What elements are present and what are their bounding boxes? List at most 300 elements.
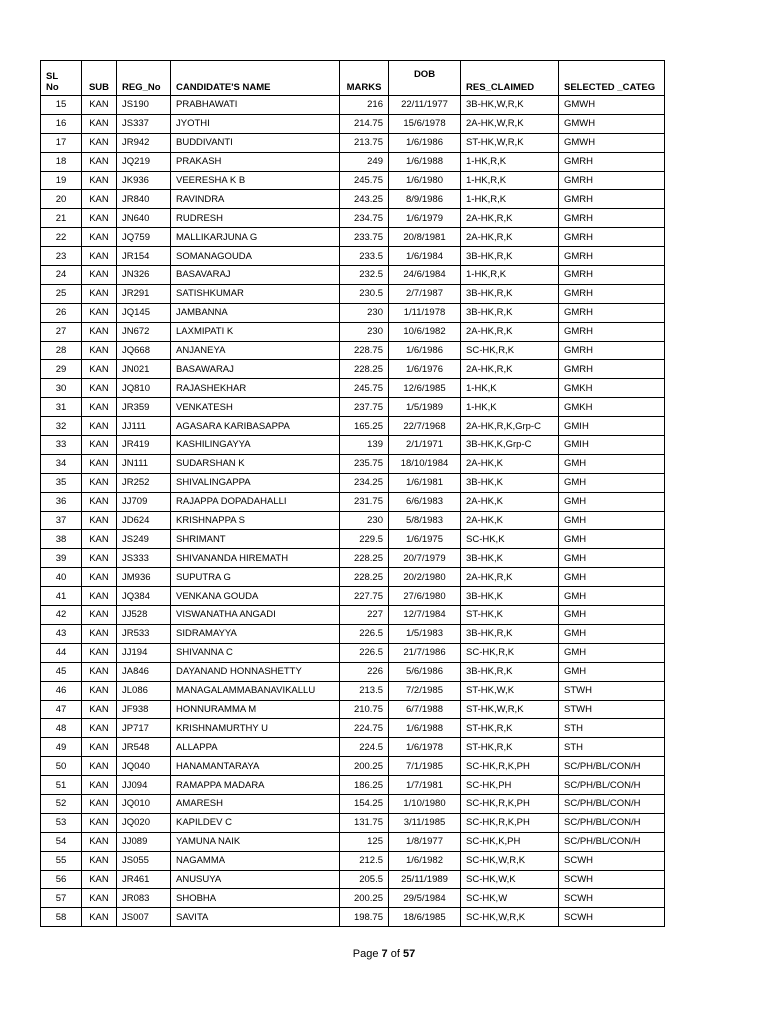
cell-sl-no: 42: [41, 606, 82, 625]
cell-candidate-name: SHIVANNA C: [171, 643, 340, 662]
cell-marks: 131.75: [340, 813, 389, 832]
cell-candidate-name: AMARESH: [171, 794, 340, 813]
table-row: [41, 776, 665, 795]
cell-reg-no: JS055: [117, 851, 171, 870]
cell-sub: KAN: [82, 908, 117, 927]
cell-candidate-name: SUPUTRA G: [171, 568, 340, 587]
cell-res-claimed: SC-HK,PH: [461, 776, 559, 795]
cell-selected-category: STWH: [559, 700, 665, 719]
cell-sl-no: 29: [41, 360, 82, 379]
table-row: [41, 643, 665, 662]
cell-candidate-name: DAYANAND HONNASHETTY: [171, 662, 340, 681]
cell-res-claimed: SC-HK,R,K: [461, 341, 559, 360]
cell-marks: 249: [340, 152, 389, 171]
cell-candidate-name: SHIVANANDA HIREMATH: [171, 549, 340, 568]
cell-marks: 210.75: [340, 700, 389, 719]
cell-selected-category: GMH: [559, 473, 665, 492]
table-row: [41, 303, 665, 322]
cell-dob: 1/6/1978: [389, 738, 461, 757]
cell-candidate-name: NAGAMMA: [171, 851, 340, 870]
cell-res-claimed: SC-HK,K: [461, 530, 559, 549]
cell-marks: 227.75: [340, 587, 389, 606]
table-row: [41, 379, 665, 398]
cell-reg-no: JN111: [117, 454, 171, 473]
table-row: [41, 266, 665, 285]
cell-dob: 22/11/1977: [389, 96, 461, 115]
cell-sub: KAN: [82, 417, 117, 436]
cell-marks: 233.75: [340, 228, 389, 247]
cell-marks: 216: [340, 96, 389, 115]
cell-reg-no: JQ759: [117, 228, 171, 247]
cell-reg-no: JS249: [117, 530, 171, 549]
cell-dob: 1/10/1980: [389, 794, 461, 813]
cell-res-claimed: 3B-HK,R,K: [461, 624, 559, 643]
cell-sub: KAN: [82, 473, 117, 492]
cell-marks: 228.25: [340, 568, 389, 587]
cell-marks: 243.25: [340, 190, 389, 209]
cell-selected-category: STH: [559, 719, 665, 738]
table-row: [41, 341, 665, 360]
cell-candidate-name: RAJASHEKHAR: [171, 379, 340, 398]
cell-marks: 230: [340, 322, 389, 341]
page-current: 7: [381, 948, 388, 960]
cell-candidate-name: VENKATESH: [171, 398, 340, 417]
cell-selected-category: GMH: [559, 662, 665, 681]
candidate-table: [40, 60, 665, 927]
table-row: [41, 662, 665, 681]
cell-sl-no: 36: [41, 492, 82, 511]
table-row: [41, 133, 665, 152]
table-row: [41, 398, 665, 417]
cell-sub: KAN: [82, 398, 117, 417]
cell-res-claimed: 3B-HK,K: [461, 473, 559, 492]
cell-candidate-name: SAVITA: [171, 908, 340, 927]
cell-res-claimed: SC-HK,W,K: [461, 870, 559, 889]
cell-selected-category: GMRH: [559, 209, 665, 228]
cell-candidate-name: SUDARSHAN K: [171, 454, 340, 473]
cell-sl-no: 41: [41, 587, 82, 606]
cell-res-claimed: 2A-HK,R,K: [461, 322, 559, 341]
cell-candidate-name: SHOBHA: [171, 889, 340, 908]
cell-res-claimed: 3B-HK,K: [461, 587, 559, 606]
cell-candidate-name: HANAMANTARAYA: [171, 757, 340, 776]
table-row: [41, 870, 665, 889]
cell-res-claimed: 3B-HK,R,K: [461, 247, 559, 266]
col-header-candidate-name: CANDIDATE'S NAME: [171, 61, 340, 96]
cell-sl-no: 35: [41, 473, 82, 492]
cell-dob: 1/6/1975: [389, 530, 461, 549]
cell-res-claimed: 1-HK,K: [461, 398, 559, 417]
cell-dob: 7/1/1985: [389, 757, 461, 776]
cell-marks: 226.5: [340, 643, 389, 662]
cell-dob: 22/7/1968: [389, 417, 461, 436]
cell-res-claimed: 2A-HK,R,K: [461, 209, 559, 228]
cell-dob: 18/6/1985: [389, 908, 461, 927]
table-row: [41, 908, 665, 927]
cell-candidate-name: PRABHAWATI: [171, 96, 340, 115]
cell-res-claimed: 3B-HK,R,K: [461, 284, 559, 303]
cell-reg-no: JR291: [117, 284, 171, 303]
table-row: [41, 719, 665, 738]
cell-sub: KAN: [82, 171, 117, 190]
cell-reg-no: JR461: [117, 870, 171, 889]
cell-marks: 125: [340, 832, 389, 851]
cell-marks: 235.75: [340, 454, 389, 473]
table-row: [41, 549, 665, 568]
cell-dob: 1/6/1982: [389, 851, 461, 870]
cell-selected-category: GMRH: [559, 266, 665, 285]
cell-reg-no: JQ810: [117, 379, 171, 398]
cell-sl-no: 26: [41, 303, 82, 322]
cell-sub: KAN: [82, 114, 117, 133]
cell-res-claimed: 3B-HK,K,Grp-C: [461, 436, 559, 455]
cell-reg-no: JD624: [117, 511, 171, 530]
table-row: [41, 114, 665, 133]
cell-candidate-name: MANAGALAMMABANAVIKALLU: [171, 681, 340, 700]
cell-marks: 213.5: [340, 681, 389, 700]
cell-selected-category: SC/PH/BL/CON/H: [559, 813, 665, 832]
cell-candidate-name: BUDDIVANTI: [171, 133, 340, 152]
cell-res-claimed: ST-HK,W,K: [461, 681, 559, 700]
cell-selected-category: SC/PH/BL/CON/H: [559, 794, 665, 813]
cell-selected-category: GMRH: [559, 322, 665, 341]
cell-dob: 8/9/1986: [389, 190, 461, 209]
cell-res-claimed: SC-HK,W,R,K: [461, 851, 559, 870]
cell-res-claimed: SC-HK,R,K,PH: [461, 757, 559, 776]
cell-res-claimed: SC-HK,R,K: [461, 643, 559, 662]
cell-candidate-name: ANUSUYA: [171, 870, 340, 889]
table-row: [41, 794, 665, 813]
col-header-dob: DOB: [389, 61, 461, 96]
cell-sl-no: 51: [41, 776, 82, 795]
cell-reg-no: JR252: [117, 473, 171, 492]
cell-reg-no: JN640: [117, 209, 171, 228]
cell-sl-no: 44: [41, 643, 82, 662]
table-row: [41, 606, 665, 625]
cell-marks: 213.75: [340, 133, 389, 152]
cell-reg-no: JR942: [117, 133, 171, 152]
cell-dob: 1/5/1989: [389, 398, 461, 417]
cell-dob: 29/5/1984: [389, 889, 461, 908]
cell-sub: KAN: [82, 266, 117, 285]
cell-candidate-name: RAJAPPA DOPADAHALLI: [171, 492, 340, 511]
cell-candidate-name: RUDRESH: [171, 209, 340, 228]
cell-dob: 1/6/1988: [389, 152, 461, 171]
cell-sl-no: 22: [41, 228, 82, 247]
cell-res-claimed: 3B-HK,R,K: [461, 303, 559, 322]
cell-candidate-name: SHRIMANT: [171, 530, 340, 549]
table-row: [41, 492, 665, 511]
cell-res-claimed: 1-HK,K: [461, 379, 559, 398]
cell-res-claimed: SC-HK,W: [461, 889, 559, 908]
cell-candidate-name: BASAWARAJ: [171, 360, 340, 379]
cell-dob: 1/6/1980: [389, 171, 461, 190]
cell-selected-category: GMH: [559, 587, 665, 606]
cell-sub: KAN: [82, 96, 117, 115]
cell-res-claimed: 2A-HK,W,R,K: [461, 114, 559, 133]
cell-sub: KAN: [82, 568, 117, 587]
cell-marks: 228.25: [340, 549, 389, 568]
cell-sub: KAN: [82, 341, 117, 360]
cell-reg-no: JQ145: [117, 303, 171, 322]
cell-sub: KAN: [82, 832, 117, 851]
cell-dob: 15/6/1978: [389, 114, 461, 133]
cell-sub: KAN: [82, 738, 117, 757]
cell-selected-category: GMRH: [559, 190, 665, 209]
cell-reg-no: JM936: [117, 568, 171, 587]
cell-candidate-name: KASHILINGAYYA: [171, 436, 340, 455]
cell-marks: 231.75: [340, 492, 389, 511]
cell-dob: 6/7/1988: [389, 700, 461, 719]
cell-marks: 237.75: [340, 398, 389, 417]
cell-candidate-name: ANJANEYA: [171, 341, 340, 360]
cell-sub: KAN: [82, 190, 117, 209]
table-row: [41, 530, 665, 549]
cell-sl-no: 52: [41, 794, 82, 813]
cell-dob: 1/11/1978: [389, 303, 461, 322]
cell-sl-no: 18: [41, 152, 82, 171]
cell-sl-no: 19: [41, 171, 82, 190]
cell-reg-no: JR154: [117, 247, 171, 266]
cell-sub: KAN: [82, 454, 117, 473]
cell-candidate-name: LAXMIPATI K: [171, 322, 340, 341]
cell-res-claimed: 2A-HK,R,K: [461, 360, 559, 379]
table-row: [41, 284, 665, 303]
cell-reg-no: JN326: [117, 266, 171, 285]
cell-sl-no: 38: [41, 530, 82, 549]
cell-candidate-name: SHIVALINGAPPA: [171, 473, 340, 492]
table-row: [41, 681, 665, 700]
table-row: [41, 322, 665, 341]
table-row: [41, 757, 665, 776]
cell-sub: KAN: [82, 360, 117, 379]
cell-sl-no: 40: [41, 568, 82, 587]
cell-res-claimed: SC-HK,W,R,K: [461, 908, 559, 927]
cell-res-claimed: SC-HK,R,K,PH: [461, 813, 559, 832]
cell-selected-category: GMRH: [559, 247, 665, 266]
cell-sub: KAN: [82, 776, 117, 795]
cell-sl-no: 49: [41, 738, 82, 757]
cell-candidate-name: SIDRAMAYYA: [171, 624, 340, 643]
cell-res-claimed: SC-HK,K,PH: [461, 832, 559, 851]
table-row: [41, 700, 665, 719]
cell-sl-no: 46: [41, 681, 82, 700]
cell-selected-category: GMWH: [559, 133, 665, 152]
cell-sl-no: 55: [41, 851, 82, 870]
cell-marks: 200.25: [340, 757, 389, 776]
cell-dob: 5/8/1983: [389, 511, 461, 530]
cell-dob: 12/6/1985: [389, 379, 461, 398]
cell-res-claimed: 3B-HK,R,K: [461, 662, 559, 681]
cell-res-claimed: 2A-HK,K: [461, 511, 559, 530]
cell-candidate-name: VISWANATHA ANGADI: [171, 606, 340, 625]
cell-dob: 12/7/1984: [389, 606, 461, 625]
table-row: [41, 813, 665, 832]
cell-marks: 229.5: [340, 530, 389, 549]
cell-dob: 24/6/1984: [389, 266, 461, 285]
cell-dob: 1/6/1988: [389, 719, 461, 738]
cell-marks: 230: [340, 511, 389, 530]
cell-candidate-name: ALLAPPA: [171, 738, 340, 757]
cell-sl-no: 43: [41, 624, 82, 643]
cell-reg-no: JR548: [117, 738, 171, 757]
col-header-res-claimed: RES_CLAIMED: [461, 61, 559, 96]
cell-candidate-name: VENKANA GOUDA: [171, 587, 340, 606]
cell-sub: KAN: [82, 379, 117, 398]
cell-sub: KAN: [82, 322, 117, 341]
cell-marks: 224.75: [340, 719, 389, 738]
cell-sl-no: 28: [41, 341, 82, 360]
cell-candidate-name: HONNURAMMA M: [171, 700, 340, 719]
cell-dob: 1/6/1979: [389, 209, 461, 228]
cell-sl-no: 45: [41, 662, 82, 681]
cell-reg-no: JQ219: [117, 152, 171, 171]
sl-header-line1: SL: [46, 71, 59, 82]
cell-reg-no: JN672: [117, 322, 171, 341]
table-row: [41, 247, 665, 266]
table-row: [41, 587, 665, 606]
cell-sub: KAN: [82, 624, 117, 643]
cell-reg-no: JQ040: [117, 757, 171, 776]
cell-dob: 1/6/1981: [389, 473, 461, 492]
cell-res-claimed: 3B-HK,W,R,K: [461, 96, 559, 115]
cell-selected-category: GMIH: [559, 436, 665, 455]
table-row: [41, 417, 665, 436]
cell-selected-category: GMRH: [559, 360, 665, 379]
table-body: [41, 96, 665, 927]
cell-reg-no: JQ010: [117, 794, 171, 813]
cell-candidate-name: SATISHKUMAR: [171, 284, 340, 303]
cell-res-claimed: 2A-HK,K: [461, 492, 559, 511]
cell-selected-category: GMRH: [559, 152, 665, 171]
cell-sub: KAN: [82, 284, 117, 303]
cell-dob: 1/6/1984: [389, 247, 461, 266]
col-header-reg-no: REG_No: [117, 61, 171, 96]
cell-sub: KAN: [82, 511, 117, 530]
cell-sl-no: 32: [41, 417, 82, 436]
cell-sl-no: 33: [41, 436, 82, 455]
cell-sub: KAN: [82, 851, 117, 870]
cell-selected-category: SC/PH/BL/CON/H: [559, 832, 665, 851]
cell-sl-no: 57: [41, 889, 82, 908]
cell-dob: 1/6/1986: [389, 133, 461, 152]
cell-dob: 1/8/1977: [389, 832, 461, 851]
cell-reg-no: JR533: [117, 624, 171, 643]
cell-sub: KAN: [82, 228, 117, 247]
cell-marks: 233.5: [340, 247, 389, 266]
cell-dob: 21/7/1986: [389, 643, 461, 662]
cell-candidate-name: KAPILDEV C: [171, 813, 340, 832]
cell-reg-no: JS337: [117, 114, 171, 133]
table-row: [41, 624, 665, 643]
table-row: [41, 190, 665, 209]
cell-selected-category: GMRH: [559, 228, 665, 247]
cell-sl-no: 15: [41, 96, 82, 115]
cell-reg-no: JR083: [117, 889, 171, 908]
cell-sub: KAN: [82, 681, 117, 700]
cell-dob: 10/6/1982: [389, 322, 461, 341]
cell-marks: 200.25: [340, 889, 389, 908]
table-row: [41, 568, 665, 587]
cell-dob: 1/6/1986: [389, 341, 461, 360]
cell-res-claimed: 1-HK,R,K: [461, 152, 559, 171]
cell-res-claimed: 3B-HK,K: [461, 549, 559, 568]
cell-sl-no: 27: [41, 322, 82, 341]
cell-dob: 18/10/1984: [389, 454, 461, 473]
cell-candidate-name: KRISHNAPPA S: [171, 511, 340, 530]
cell-res-claimed: ST-HK,W,R,K: [461, 133, 559, 152]
cell-candidate-name: BASAVARAJ: [171, 266, 340, 285]
cell-marks: 230.5: [340, 284, 389, 303]
cell-sl-no: 31: [41, 398, 82, 417]
cell-candidate-name: JYOTHI: [171, 114, 340, 133]
cell-sub: KAN: [82, 133, 117, 152]
cell-sl-no: 23: [41, 247, 82, 266]
table-row: [41, 360, 665, 379]
cell-sl-no: 30: [41, 379, 82, 398]
cell-dob: 5/6/1986: [389, 662, 461, 681]
cell-sl-no: 37: [41, 511, 82, 530]
cell-marks: 232.5: [340, 266, 389, 285]
table-row: [41, 473, 665, 492]
cell-res-claimed: 1-HK,R,K: [461, 266, 559, 285]
cell-selected-category: GMH: [559, 454, 665, 473]
cell-sub: KAN: [82, 889, 117, 908]
cell-reg-no: JS190: [117, 96, 171, 115]
cell-res-claimed: ST-HK,R,K: [461, 719, 559, 738]
cell-sl-no: 17: [41, 133, 82, 152]
cell-sub: KAN: [82, 549, 117, 568]
cell-sub: KAN: [82, 530, 117, 549]
cell-sub: KAN: [82, 700, 117, 719]
cell-dob: 20/8/1981: [389, 228, 461, 247]
cell-sub: KAN: [82, 643, 117, 662]
cell-marks: 226: [340, 662, 389, 681]
cell-sub: KAN: [82, 870, 117, 889]
cell-selected-category: GMH: [559, 511, 665, 530]
cell-sl-no: 34: [41, 454, 82, 473]
cell-reg-no: JP717: [117, 719, 171, 738]
cell-reg-no: JR419: [117, 436, 171, 455]
cell-reg-no: JS333: [117, 549, 171, 568]
cell-candidate-name: AGASARA KARIBASAPPA: [171, 417, 340, 436]
of-word: of: [390, 948, 400, 960]
cell-dob: 3/11/1985: [389, 813, 461, 832]
cell-res-claimed: ST-HK,R,K: [461, 738, 559, 757]
cell-dob: 20/2/1980: [389, 568, 461, 587]
table-row: [41, 511, 665, 530]
cell-candidate-name: RAMAPPA MADARA: [171, 776, 340, 795]
cell-sub: KAN: [82, 587, 117, 606]
cell-candidate-name: VEERESHA K B: [171, 171, 340, 190]
cell-marks: 224.5: [340, 738, 389, 757]
page-total: 57: [402, 948, 416, 960]
cell-res-claimed: 2A-HK,R,K: [461, 228, 559, 247]
cell-reg-no: JQ384: [117, 587, 171, 606]
cell-reg-no: JJ089: [117, 832, 171, 851]
cell-selected-category: GMH: [559, 643, 665, 662]
cell-marks: 205.5: [340, 870, 389, 889]
table-row: [41, 436, 665, 455]
table-row: [41, 171, 665, 190]
cell-reg-no: JS007: [117, 908, 171, 927]
cell-sub: KAN: [82, 813, 117, 832]
cell-marks: 198.75: [340, 908, 389, 927]
cell-sl-no: 48: [41, 719, 82, 738]
table-row: [41, 851, 665, 870]
cell-marks: 226.5: [340, 624, 389, 643]
cell-marks: 212.5: [340, 851, 389, 870]
